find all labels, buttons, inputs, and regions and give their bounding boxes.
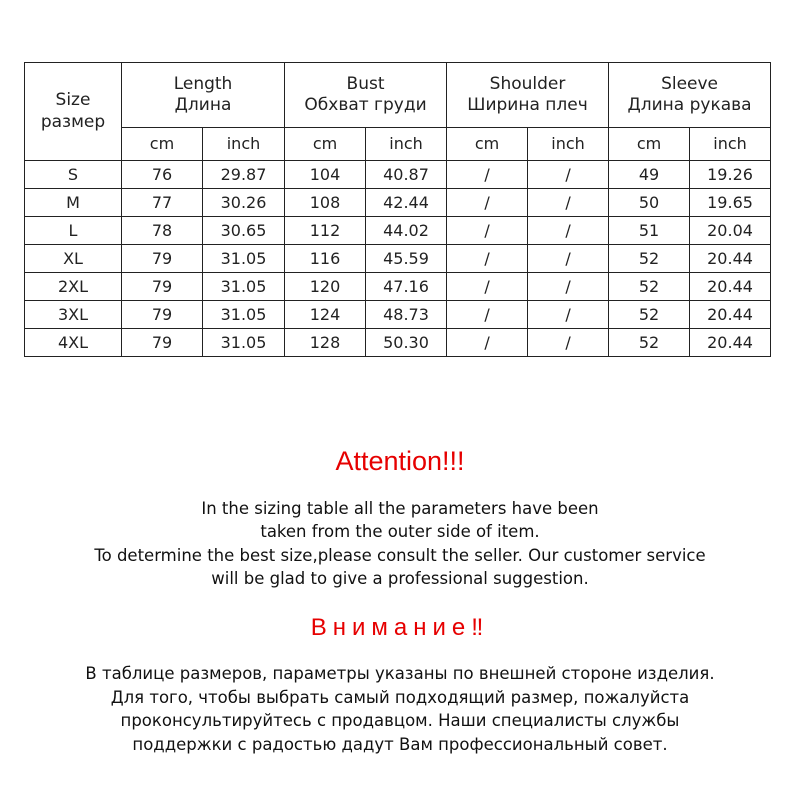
table-cell: 30.26 xyxy=(203,189,285,217)
header-size-en: Size xyxy=(55,90,91,111)
table-cell: / xyxy=(447,245,528,273)
attention-title: Attention!!! xyxy=(335,446,465,476)
header-sleeve-ru: Длина рукава xyxy=(627,95,752,115)
table-cell: 20.44 xyxy=(690,273,771,301)
table-cell: / xyxy=(447,161,528,189)
unit-cell: cm xyxy=(609,128,690,161)
table-cell: 44.02 xyxy=(366,217,447,245)
unit-cell: cm xyxy=(447,128,528,161)
table-cell: 19.65 xyxy=(690,189,771,217)
table-cell: / xyxy=(447,189,528,217)
table-cell: 77 xyxy=(122,189,203,217)
table-cell: S xyxy=(25,161,122,189)
header-length-en: Length xyxy=(173,73,233,94)
table-cell: / xyxy=(447,329,528,357)
unit-row xyxy=(25,128,771,161)
ru-note-line: проконсультируйтесь с продавцом. Наши специалисты службы xyxy=(120,711,680,730)
ru-note xyxy=(0,662,800,756)
header-row xyxy=(25,63,771,128)
table-cell: / xyxy=(528,161,609,189)
table-cell: 116 xyxy=(285,245,366,273)
ru-note-line: поддержки с радостью дадут Вам профессиональный совет. xyxy=(132,734,668,754)
en-note-consult xyxy=(0,544,800,590)
table-cell: / xyxy=(528,189,609,217)
unit-cell: inch xyxy=(528,128,609,161)
table-cell: 31.05 xyxy=(203,329,285,357)
header-size-ru: размер xyxy=(40,111,106,132)
size-rows xyxy=(25,161,771,357)
header-shoulder-en: Shoulder xyxy=(489,73,566,94)
table-cell: 128 xyxy=(285,329,366,357)
table-cell: / xyxy=(528,273,609,301)
unit-cell: cm xyxy=(122,128,203,161)
table-cell: 120 xyxy=(285,273,366,301)
table-cell: 79 xyxy=(122,245,203,273)
table-cell: 30.65 xyxy=(203,217,285,245)
header-length xyxy=(122,63,285,128)
ru-note-line: Для того, чтобы выбрать самый подходящий размер, пожалуйста xyxy=(110,687,690,707)
table-cell: 76 xyxy=(122,161,203,189)
header-shoulder xyxy=(447,63,609,128)
header-length-ru: Длина xyxy=(174,95,232,115)
table-cell: / xyxy=(528,217,609,245)
ru-attention-title: Внимание‼ xyxy=(310,614,490,641)
table-cell: L xyxy=(25,217,122,245)
table-cell: / xyxy=(447,273,528,301)
table-cell: 2XL xyxy=(25,273,122,301)
unit-cell: inch xyxy=(690,128,771,161)
unit-cell: inch xyxy=(203,128,285,161)
table-cell: 20.44 xyxy=(690,245,771,273)
table-row xyxy=(25,301,771,329)
table-row xyxy=(25,245,771,273)
unit-cell: inch xyxy=(366,128,447,161)
table-cell: XL xyxy=(25,245,122,273)
table-cell: 19.26 xyxy=(690,161,771,189)
table-cell: 47.16 xyxy=(366,273,447,301)
table-cell: 52 xyxy=(609,329,690,357)
table-cell: 124 xyxy=(285,301,366,329)
table-cell: 3XL xyxy=(25,301,122,329)
en-note-line: will be glad to give a professional suggestion. xyxy=(211,569,589,588)
table-cell: 108 xyxy=(285,189,366,217)
table-cell: 31.05 xyxy=(203,273,285,301)
table-cell: 29.87 xyxy=(203,161,285,189)
header-sleeve-en: Sleeve xyxy=(661,73,719,94)
en-note-outer-side xyxy=(0,497,800,543)
en-note-line: In the sizing table all the parameters have been xyxy=(201,499,599,518)
table-cell: 104 xyxy=(285,161,366,189)
en-note-line: To determine the best size,please consult the seller. Our customer service xyxy=(94,546,706,565)
header-shoulder-ru: Ширина плеч xyxy=(467,95,588,115)
header-size xyxy=(25,63,122,161)
table-cell: / xyxy=(447,217,528,245)
table-cell: 4XL xyxy=(25,329,122,357)
header-bust xyxy=(285,63,447,128)
header-bust-en: Bust xyxy=(346,73,385,94)
en-note-line: taken from the outer side of item. xyxy=(260,522,540,541)
table-row xyxy=(25,217,771,245)
table-cell: / xyxy=(528,301,609,329)
table-cell: 31.05 xyxy=(203,245,285,273)
table-cell: / xyxy=(528,245,609,273)
size-chart-table xyxy=(24,62,771,357)
table-cell: 49 xyxy=(609,161,690,189)
table-cell: M xyxy=(25,189,122,217)
table-cell: 51 xyxy=(609,217,690,245)
table-cell: 45.59 xyxy=(366,245,447,273)
table-cell: 52 xyxy=(609,301,690,329)
table-cell: 20.04 xyxy=(690,217,771,245)
table-row xyxy=(25,273,771,301)
table-cell: / xyxy=(528,329,609,357)
table-cell: 52 xyxy=(609,273,690,301)
header-bust-ru: Обхват груди xyxy=(304,95,427,115)
header-sleeve xyxy=(609,63,771,128)
table-cell: 52 xyxy=(609,245,690,273)
table-cell: 20.44 xyxy=(690,329,771,357)
table-cell: 50 xyxy=(609,189,690,217)
table-cell: 112 xyxy=(285,217,366,245)
table-cell: 78 xyxy=(122,217,203,245)
table-cell: 40.87 xyxy=(366,161,447,189)
table-cell: 20.44 xyxy=(690,301,771,329)
table-cell: 50.30 xyxy=(366,329,447,357)
table-row xyxy=(25,329,771,357)
table-cell: 31.05 xyxy=(203,301,285,329)
table-row xyxy=(25,161,771,189)
table-cell: / xyxy=(447,301,528,329)
table-cell: 79 xyxy=(122,301,203,329)
table-cell: 79 xyxy=(122,273,203,301)
table-cell: 42.44 xyxy=(366,189,447,217)
table-row xyxy=(25,189,771,217)
table-cell: 79 xyxy=(122,329,203,357)
table-cell: 48.73 xyxy=(366,301,447,329)
unit-cell: cm xyxy=(285,128,366,161)
ru-note-line: В таблице размеров, параметры указаны по внешней стороне изделия. xyxy=(85,664,715,683)
